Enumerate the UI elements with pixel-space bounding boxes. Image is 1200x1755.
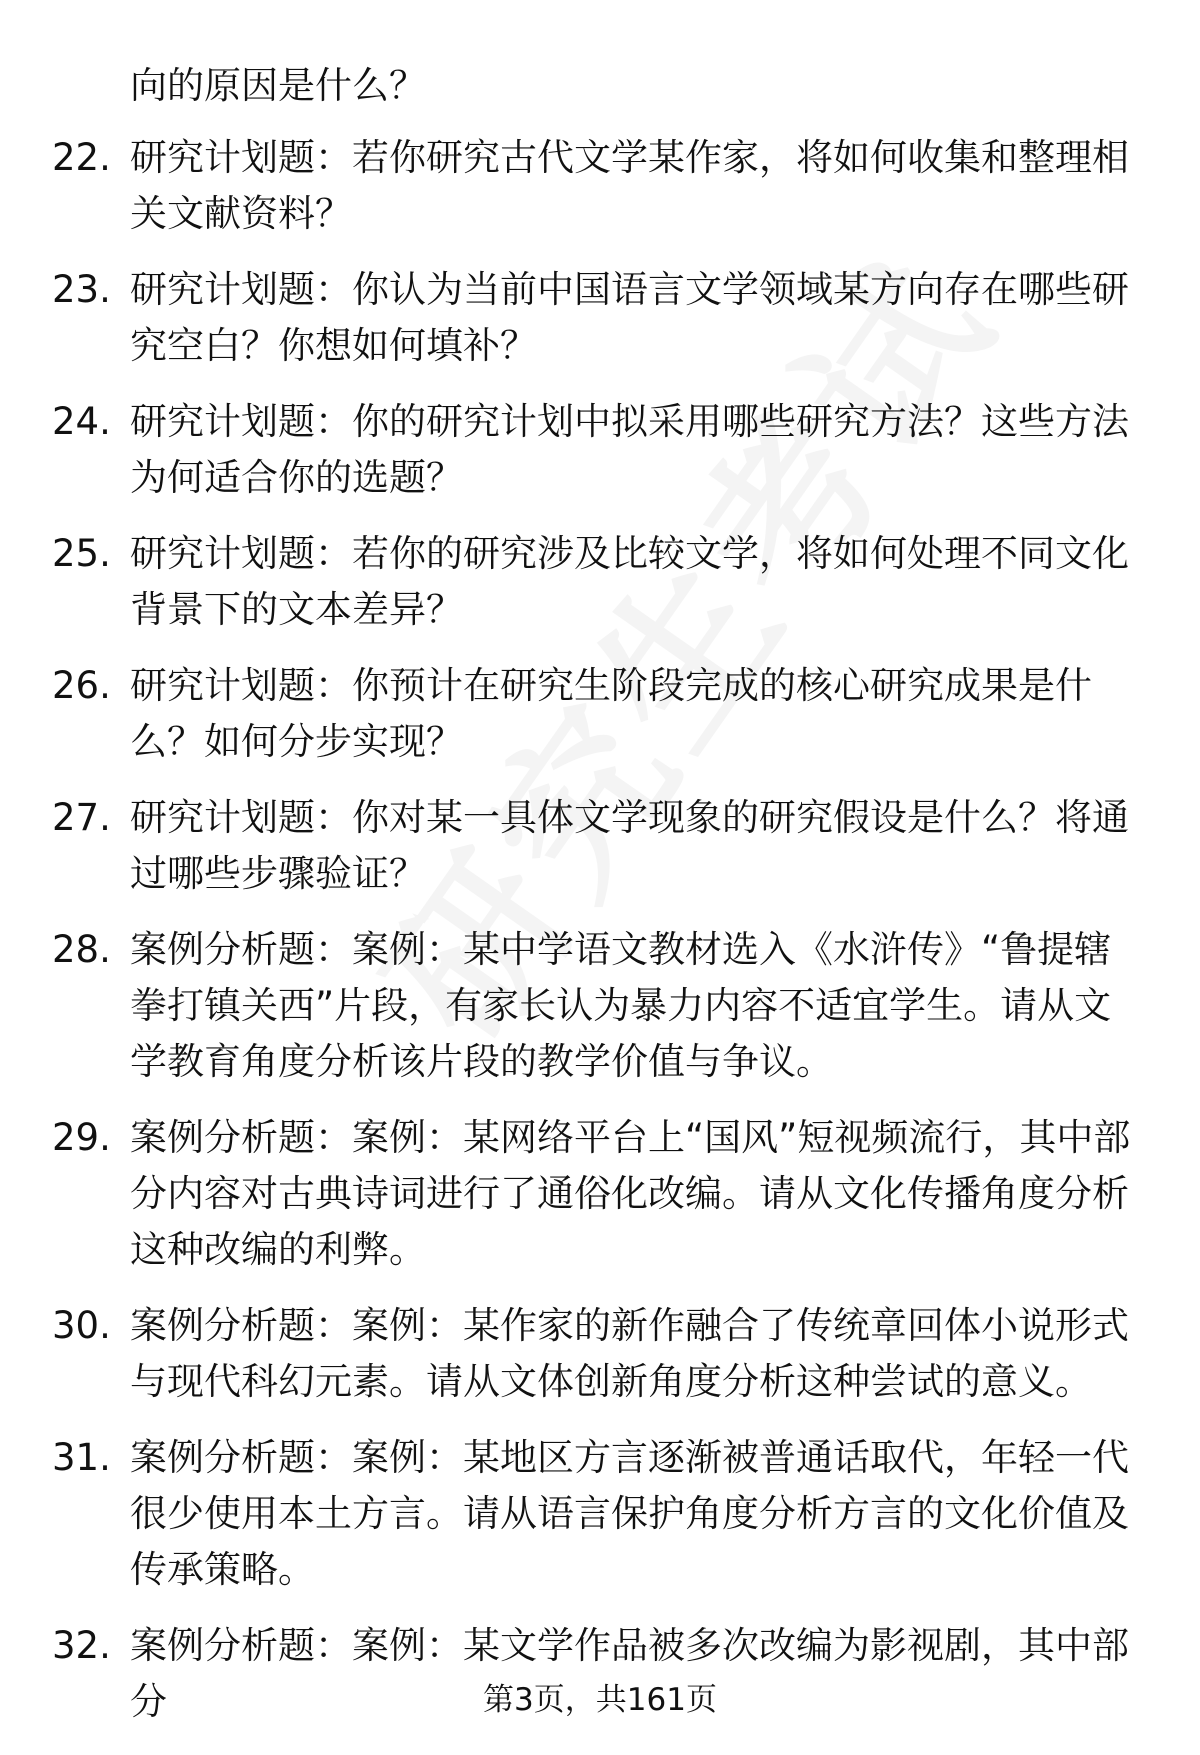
question-text: 案例分析题：案例：某网络平台上“国风”短视频流行，其中部分内容对古典诗词进行了通俗化改编。请从文化传播角度分析这种改编的利弊。	[130, 1116, 1131, 1271]
question-text: 案例分析题：案例：某作家的新作融合了传统章回体小说形式与现代科幻元素。请从文体创新角度分析这种尝试的意义。	[130, 1304, 1129, 1403]
question-text: 研究计划题：你对某一具体文学现象的研究假设是什么？将通过哪些步骤验证？	[130, 796, 1129, 895]
question-number: 25.	[52, 532, 111, 575]
question-number: 24.	[52, 400, 111, 443]
question-text: 研究计划题：你的研究计划中拟采用哪些研究方法？这些方法为何适合你的选题？	[130, 400, 1129, 499]
question-number: 26.	[52, 664, 111, 707]
question-text: 案例分析题：案例：某文学作品被多次改编为影视剧，其中部分	[130, 1624, 1129, 1723]
question-number: 22.	[52, 136, 111, 179]
question-number: 31.	[52, 1436, 111, 1479]
question-number: 23.	[52, 268, 111, 311]
question-text: 研究计划题：你认为当前中国语言文学领域某方向存在哪些研究空白？你想如何填补？	[130, 268, 1129, 367]
question-text: 研究计划题：若你的研究涉及比较文学，将如何处理不同文化背景下的文本差异？	[130, 532, 1129, 631]
continuation-text: 向的原因是什么？	[130, 64, 426, 107]
question-text: 案例分析题：案例：某中学语文教材选入《水浒传》“鲁提辖拳打镇关西”片段，有家长认为暴力内容不适宜学生。请从文学教育角度分析该片段的教学价值与争议。	[130, 928, 1112, 1083]
page-footer: 第3页，共161页	[483, 1682, 717, 1718]
question-number: 27.	[52, 796, 111, 839]
question-number: 28.	[52, 928, 111, 971]
question-number: 32.	[52, 1624, 111, 1667]
question-number: 29.	[52, 1116, 111, 1159]
question-text: 案例分析题：案例：某地区方言逐渐被普通话取代，年轻一代很少使用本土方言。请从语言保护角度分析方言的文化价值及传承策略。	[130, 1436, 1129, 1591]
question-text: 研究计划题：你预计在研究生阶段完成的核心研究成果是什么？如何分步实现？	[130, 664, 1092, 763]
question-number: 30.	[52, 1304, 111, 1347]
question-text: 研究计划题：若你研究古代文学某作家，将如何收集和整理相关文献资料？	[130, 136, 1129, 235]
